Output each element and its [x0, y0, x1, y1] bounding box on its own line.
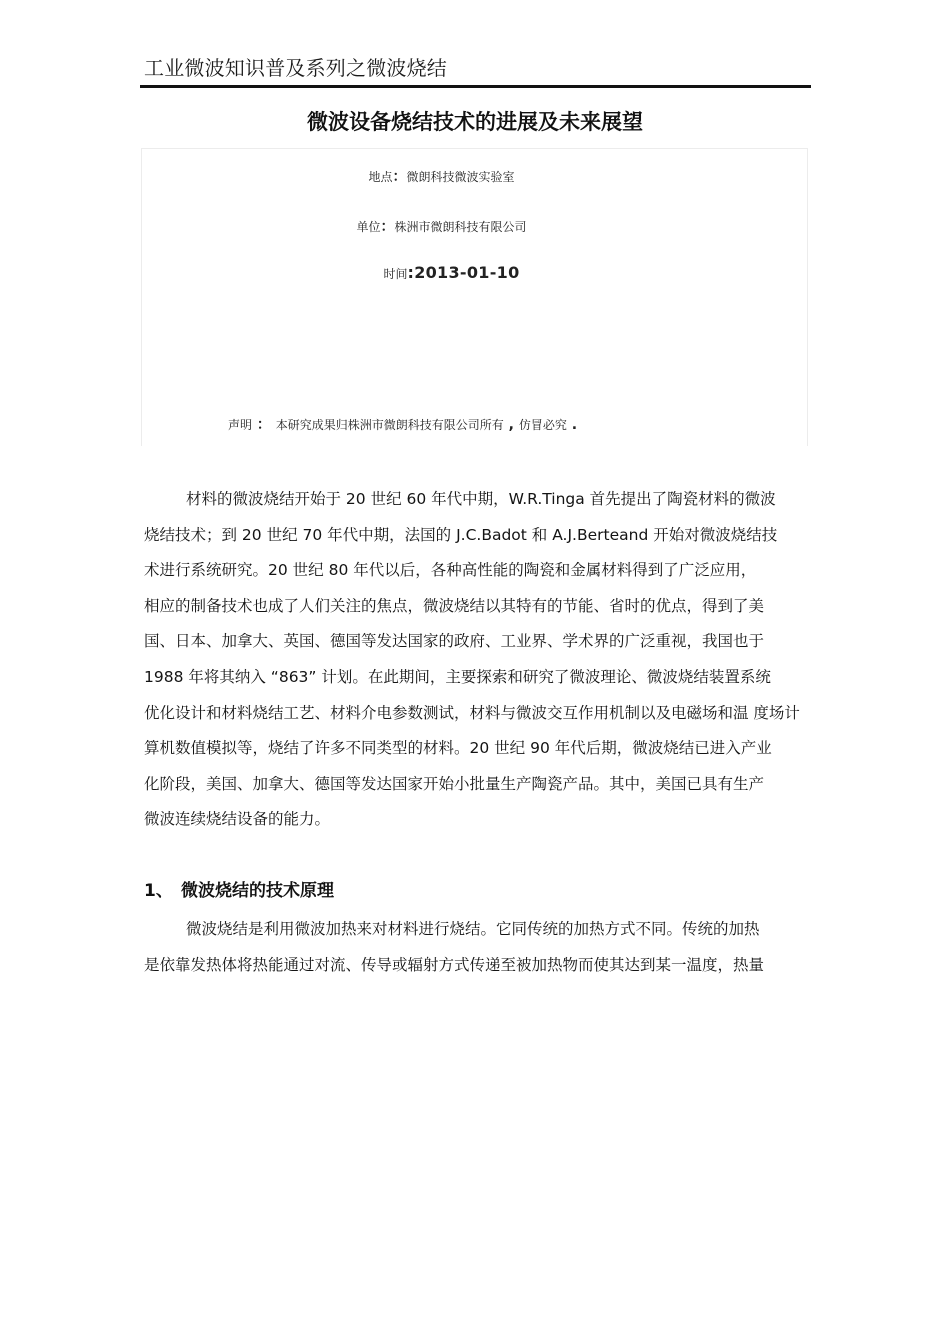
- unit-value: 株洲市微朗科技有限公司: [394, 220, 527, 234]
- paragraph-line: 微波连续烧结设备的能力。: [144, 810, 331, 829]
- time-colon: :: [407, 263, 415, 282]
- document-title: 微波设备烧结技术的进展及未来展望: [307, 110, 643, 134]
- paragraph-line: 相应的制备技术也成了人们关注的焦点，微波烧结以其特有的节能、省时的优点，得到了美: [144, 596, 765, 615]
- paragraph-line: 化阶段，美国、加拿大、德国等发达国家开始小批量生产陶瓷产品。其中，美国已具有生产: [144, 774, 765, 793]
- paragraph-line: [144, 912, 820, 948]
- paragraph-line-text: 微波烧结是利用微波加热来对材料进行烧结。它同传统的加热方式不同。传统的加热: [186, 920, 760, 938]
- paragraph-line: 算机数值模拟等，烧结了许多不同类型的材料。20 世纪 90 年代后期，微波烧结已进入产业: [144, 739, 772, 758]
- statement-text: 本研究成果归株洲市微朗科技有限公司所有: [275, 418, 504, 432]
- statement-label: 声明: [228, 418, 253, 432]
- statement-line: [228, 414, 577, 434]
- statement-comma: ,: [503, 417, 519, 433]
- paragraph-line: [144, 482, 820, 518]
- section-title: 微波烧结的技术原理: [181, 881, 334, 901]
- statement-period: .: [566, 417, 578, 433]
- info-box: [141, 148, 808, 446]
- section-number: 1、: [144, 881, 173, 901]
- intro-paragraph: [144, 482, 820, 838]
- paragraph-line: 术进行系统研究。20 世纪 80 年代以后，各种高性能的陶瓷和金属材料得到了广泛应用，: [144, 561, 757, 580]
- paragraph-line: 1988 年将其纳入 “863” 计划。在此期间，主要探索和研究了微波理论、微波烧结装置系统: [144, 667, 771, 686]
- location-colon: ：: [392, 169, 407, 185]
- running-header: 工业微波知识普及系列之微波烧结: [144, 56, 447, 80]
- time-label: 时间: [383, 267, 408, 281]
- header-divider: [140, 85, 811, 88]
- paragraph-line: 优化设计和材料烧结工艺、材料介电参数测试，材料与微波交互作用机制以及电磁场和温 度场计: [144, 703, 800, 722]
- paragraph-line-text: 材料的微波烧结开始于 20 世纪 60 年代中期，W.R.Tinga 首先提出了陶瓷材料的微波: [186, 490, 776, 508]
- paragraph-line: 烧结技术；到 20 世纪 70 年代中期，法国的 J.C.Badot 和 A.J.Berteand 开始对微波烧结技: [144, 525, 778, 544]
- section-heading: [144, 876, 334, 901]
- location-value: 微朗科技微波实验室: [406, 170, 515, 184]
- location-label: 地点: [368, 170, 393, 184]
- unit-colon: ：: [380, 219, 395, 235]
- paragraph-line: 是依靠发热体将热能通过对流、传导或辐射方式传递至被加热物而使其达到某一温度，热量: [144, 955, 765, 974]
- time-line: [118, 263, 785, 282]
- location-line: [108, 166, 775, 186]
- statement-tail: 仿冒必究: [518, 418, 567, 432]
- unit-label: 单位: [356, 220, 381, 234]
- section-paragraph: [144, 912, 820, 983]
- paragraph-line: 国、日本、加拿大、英国、德国等发达国家的政府、工业界、学术界的广泛重视，我国也于: [144, 632, 765, 651]
- time-value: 2013-01-10: [414, 263, 520, 282]
- statement-colon: ：: [252, 417, 276, 433]
- unit-line: [108, 216, 775, 236]
